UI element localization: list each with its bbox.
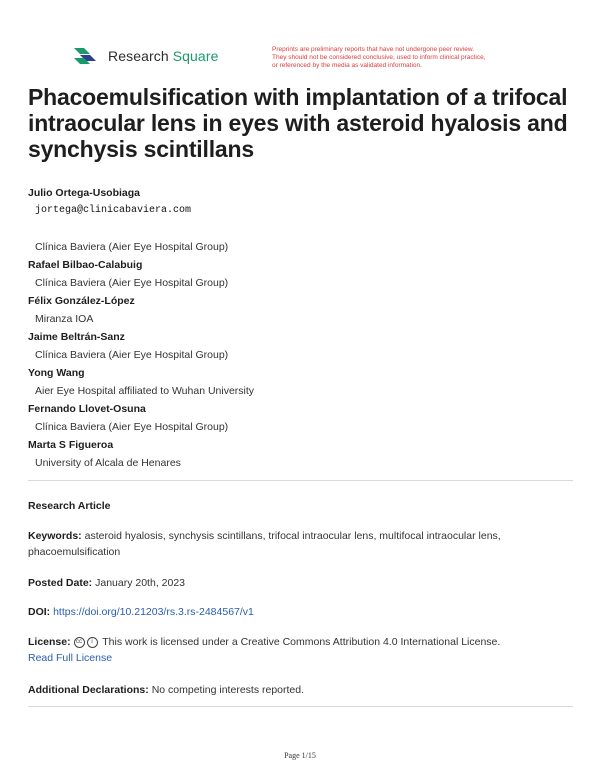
paper-title: Phacoemulsification with implantation of a trifocal intraocular lens in eyes with asteroid hyalosis and synchysis scintillans [28,84,568,162]
author-email[interactable]: jortega@clinicabaviera.com [35,205,192,216]
article-type: Research Article [28,500,111,512]
keywords: Keywords: asteroid hyalosis, synchysis scintillans, trifocal intraocular lens, multifocal intraocular lens, phacoemulsification [28,530,501,558]
author-affiliation: Clínica Baviera (Aier Eye Hospital Group) [35,421,229,433]
research-square-logo[interactable] [74,46,218,66]
author-affiliation: Aier Eye Hospital affiliated to Wuhan University [35,385,255,397]
author-name: Jaime Beltrán-Sanz [28,331,125,343]
author-affiliation: Clínica Baviera (Aier Eye Hospital Group) [35,277,229,289]
author-affiliation: Clínica Baviera (Aier Eye Hospital Group) [35,349,229,361]
page-number: Page 1/15 [284,751,316,760]
divider-top [28,480,573,481]
author-name: Rafael Bilbao-Calabuig [28,259,143,271]
author-affiliation: University of Alcala de Henares [35,457,181,469]
author-affiliation: Clínica Baviera (Aier Eye Hospital Group) [35,241,229,253]
divider-bottom [28,706,573,707]
author-affiliation: Miranza IOA [35,313,94,325]
author-name: Fernando Llovet-Osuna [28,403,146,415]
author-name: Yong Wang [28,367,85,379]
additional-declarations: Additional Declarations: No competing interests reported. [28,684,305,696]
author-name: Julio Ortega-Usobiaga [28,187,141,199]
posted-date: Posted Date: January 20th, 2023 [28,577,186,589]
doi-line: DOI: https://doi.org/10.21203/rs.3.rs-2484567/v1 [28,606,254,618]
research-square-logo-icon [74,46,100,66]
cc-icon: cc [74,637,85,648]
author-name: Marta S Figueroa [28,439,114,451]
logo-text: Research Square [108,48,219,64]
author-list [28,184,573,472]
cc-by-icon: i [87,637,98,648]
author-name: Félix González-López [28,295,135,307]
preprint-disclaimer: Preprints are preliminary reports that have not undergone peer review. They should not be considered conclusive, used to inform clinical practice, or referenced by the media as validated information. [272,46,486,69]
license-line: License: cc i This work is licensed under a Creative Commons Attribution 4.0 International License. Read Full License [28,636,501,664]
doi-link[interactable]: https://doi.org/10.21203/rs.3.rs-2484567/v1 [53,606,254,618]
read-full-license-link[interactable]: Read Full License [28,652,113,664]
